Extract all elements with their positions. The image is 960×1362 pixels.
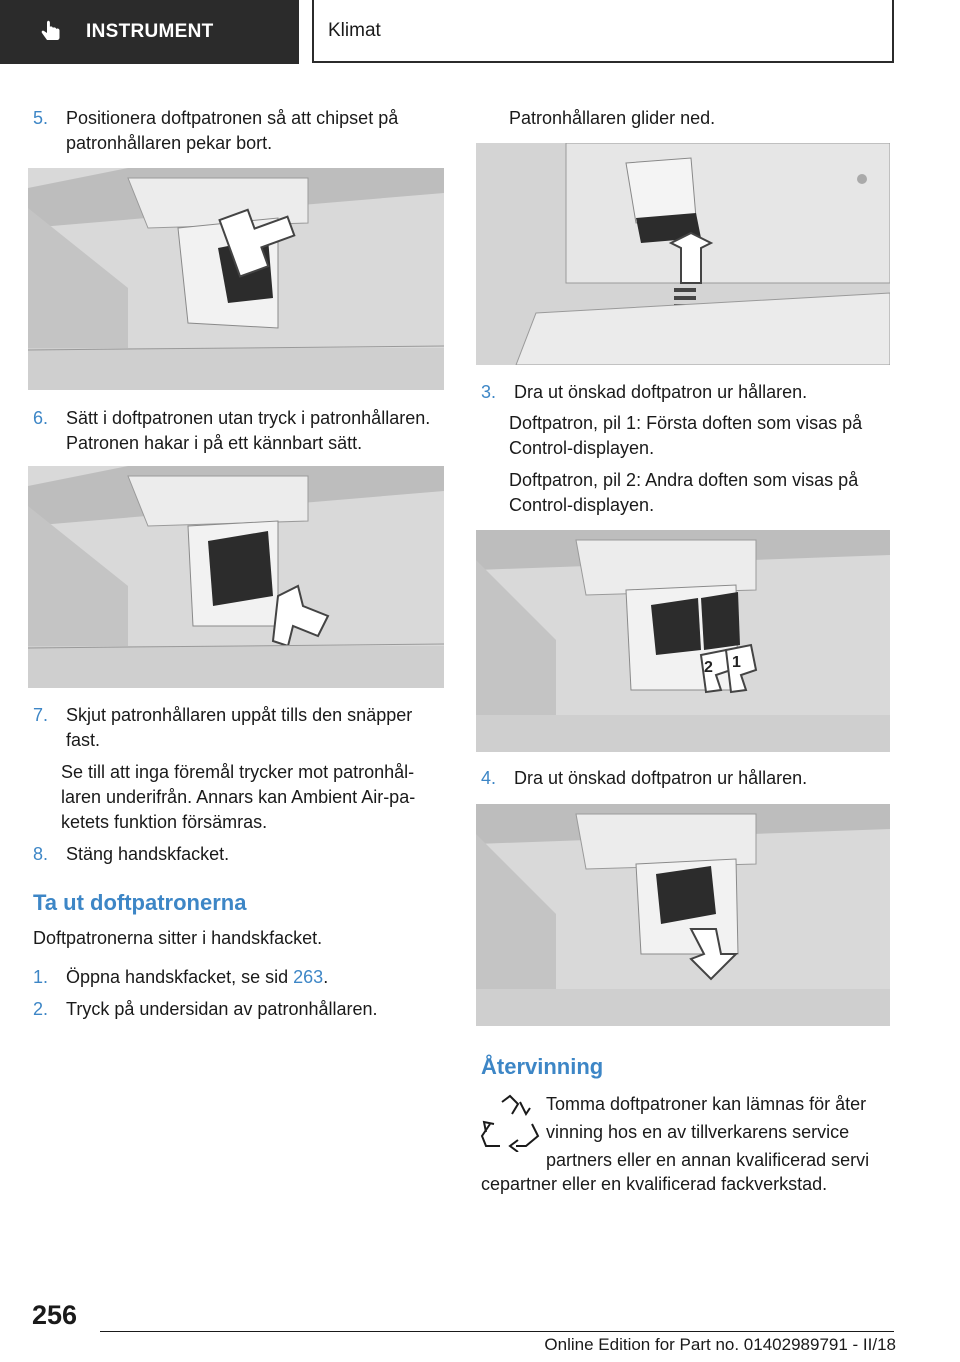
step-number: 6. — [33, 408, 49, 428]
recycle-line-3: partners eller en annan kvalificerad servi — [546, 1150, 870, 1170]
section-heading-remove: Ta ut doftpatronerna — [33, 890, 247, 915]
footer-divider — [100, 1331, 894, 1332]
step-text: Dra ut önskad doftpatron ur hållaren. — [514, 382, 808, 402]
recycle-line-4: cepartner eller en kvalificerad fackverkstad. — [481, 1174, 828, 1194]
figure-insert-cartridge — [28, 168, 444, 390]
section-label: INSTRUMENT — [86, 21, 214, 42]
step-5 — [33, 106, 448, 156]
figure-holder-slides — [476, 143, 890, 365]
step-1 — [33, 965, 448, 990]
step-number: 5. — [33, 108, 49, 128]
section-heading-recycling: Återvinning — [481, 1054, 604, 1079]
step-text: Positionera doftpatronen så att chipset på patronhållaren pekar bort. — [66, 108, 399, 153]
step-text: Stäng handskfacket. — [66, 844, 230, 864]
step-text: Öppna handskfacket, se sid 263. — [66, 967, 329, 987]
recycle-icon — [480, 1094, 540, 1152]
step-7-note: Se till att inga föremål trycker mot patronhållaren underifrån. Annars kan Ambient Air-paketets funktion försämras. — [61, 762, 416, 832]
recycle-line-2: vinning hos en av tillverkarens service — [546, 1122, 850, 1142]
slide-down-text: Patronhållaren glider ned. — [509, 108, 716, 128]
step-2 — [33, 997, 448, 1022]
step-number: 4. — [481, 768, 497, 788]
figure-pull-out — [476, 804, 890, 1026]
step-6 — [33, 406, 448, 456]
page-link[interactable]: 263 — [293, 967, 324, 987]
step-4 — [481, 766, 893, 791]
section-tab[interactable] — [0, 0, 299, 64]
step-number: 7. — [33, 705, 49, 725]
arrow-label-1: 1 — [732, 654, 741, 671]
step-3 — [481, 380, 893, 405]
step-text: Sätt i doftpatronen utan tryck i patronhållaren. Patronen hakar i på ett kännbart sätt. — [66, 408, 431, 453]
chapter-tab[interactable] — [312, 0, 894, 63]
intro-text: Doftpatronerna sitter i handskfacket. — [33, 928, 323, 948]
step-3-note-2: Doftpatron, pil 2: Andra doften som visas på Control-displayen. — [509, 470, 859, 515]
figure-press-cartridge — [28, 466, 444, 688]
figure-two-cartridges — [476, 530, 890, 752]
footer-edition: Online Edition for Part no. 01402989791 - II/18 — [544, 1335, 896, 1354]
step-number: 2. — [33, 999, 49, 1019]
step-text: Dra ut önskad doftpatron ur hållaren. — [514, 768, 808, 788]
arrow-label-2: 2 — [704, 659, 713, 676]
step-text: Tryck på undersidan av patronhållaren. — [66, 999, 378, 1019]
step-7 — [33, 703, 448, 753]
step-3-note-1: Doftpatron, pil 1: Första doften som visas på Control-displayen. — [509, 413, 863, 458]
page-number: 256 — [32, 1300, 78, 1330]
recycle-line-1: Tomma doftpatroner kan lämnas för åter — [546, 1094, 867, 1114]
step-number: 3. — [481, 382, 497, 402]
step-number: 8. — [33, 844, 49, 864]
chapter-label: Klimat — [328, 19, 381, 41]
step-text: Skjut patronhållaren uppåt tills den snäpper fast. — [66, 705, 413, 750]
step-number: 1. — [33, 967, 49, 987]
hand-pointer-icon — [38, 19, 64, 45]
step-8 — [33, 842, 448, 867]
